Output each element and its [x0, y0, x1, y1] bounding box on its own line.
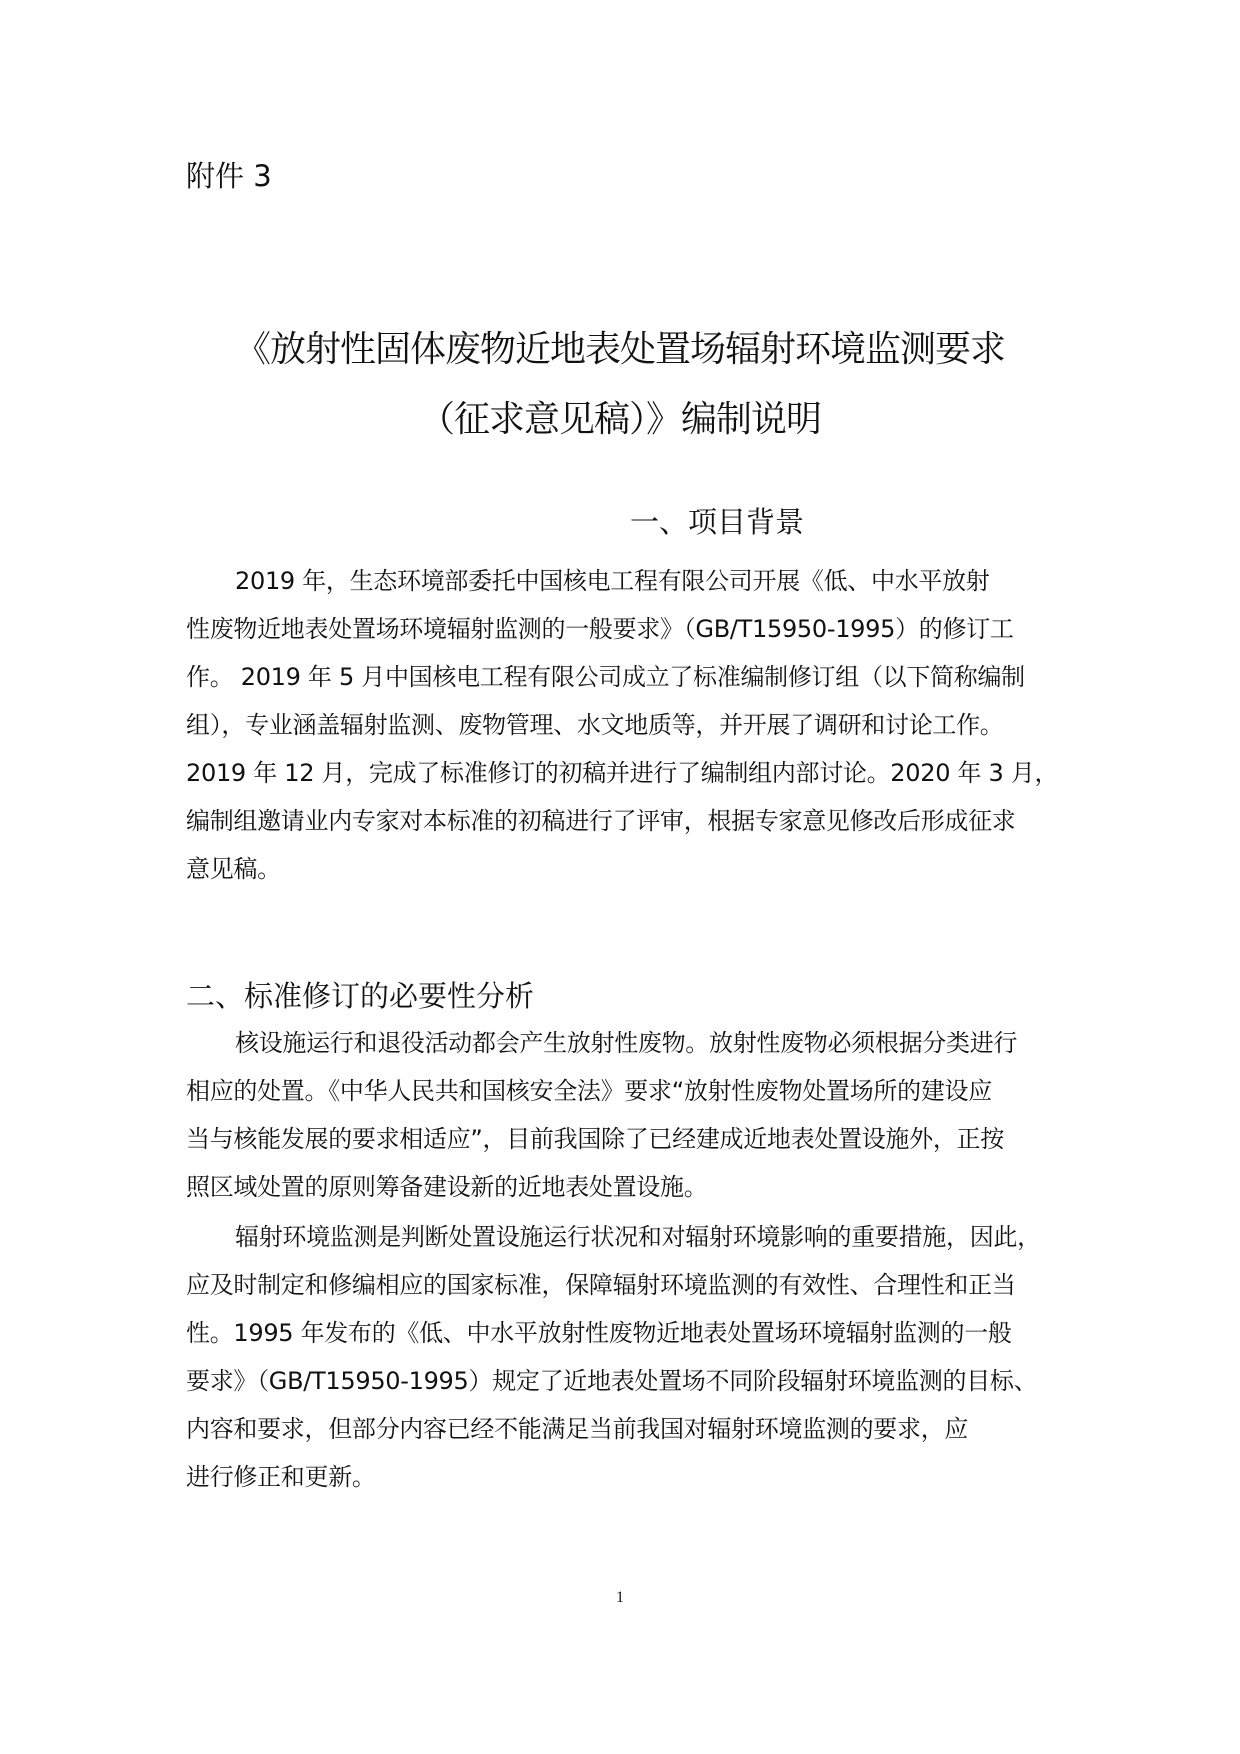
paragraph-line: 组），专业涵盖辐射监测、废物管理、水文地质等，并开展了调研和讨论工作。 — [186, 711, 1004, 739]
paragraph-line: 2019 年 12 月，完成了标准修订的初稿并进行了编制组内部讨论。2020 年 3 月， — [186, 759, 1059, 787]
paragraph-line: 性。1995 年发布的《低、中水平放射性废物近地表处置场环境辐射监测的一般 — [186, 1319, 1012, 1347]
paragraph-line: 应及时制定和修编相应的国家标准，保障辐射环境监测的有效性、合理性和正当 — [186, 1271, 1016, 1299]
paragraph-line: 要求》（GB/T15950-1995）规定了近地表处置场不同阶段辐射环境监测的目标、 — [186, 1367, 1038, 1395]
paragraph-line: 照区域处置的原则筹备建设新的近地表处置设施。 — [186, 1173, 708, 1201]
section-heading-necessity: 二、标准修订的必要性分析 — [186, 979, 535, 1013]
section-heading-background: 一、项目背景 — [630, 505, 805, 539]
paragraph-line: 辐射环境监测是判断处置设施运行状况和对辐射环境影响的重要措施，因此， — [235, 1223, 1041, 1251]
paragraph-line: 性废物近地表处置场环境辐射监测的一般要求》（GB/T15950-1995）的修订工 — [186, 615, 1014, 643]
attachment-label: 附件 3 — [186, 159, 272, 193]
paragraph-line: 2019 年，生态环境部委托中国核电工程有限公司开展《低、中水平放射 — [235, 567, 990, 595]
document-title-line-1: 《放射性固体废物近地表处置场辐射环境监测要求 — [234, 329, 1005, 370]
paragraph-line: 内容和要求，但部分内容已经不能满足当前我国对辐射环境监测的要求，应 — [186, 1415, 969, 1443]
document-title-line-2: （征求意见稿）》编制说明 — [418, 399, 821, 440]
paragraph-line: 相应的处置。《中华人民共和国核安全法》要求“放射性废物处置场所的建设应 — [186, 1077, 992, 1105]
paragraph-line: 作。 2019 年 5 月中国核电工程有限公司成立了标准编制修订组（以下简称编制 — [186, 663, 1025, 691]
paragraph-line: 意见稿。 — [186, 855, 281, 883]
paragraph-line: 编制组邀请业内专家对本标准的初稿进行了评审，根据专家意见修改后形成征求 — [186, 807, 1016, 835]
paragraph-line: 当与核能发展的要求相适应”，目前我国除了已经建成近地表处置设施外，正按 — [186, 1125, 1004, 1153]
paragraph-line: 核设施运行和退役活动都会产生放射性废物。放射性废物必须根据分类进行 — [235, 1029, 1018, 1057]
page-number: 1 — [616, 1589, 624, 1606]
paragraph-line: 进行修正和更新。 — [186, 1463, 376, 1491]
